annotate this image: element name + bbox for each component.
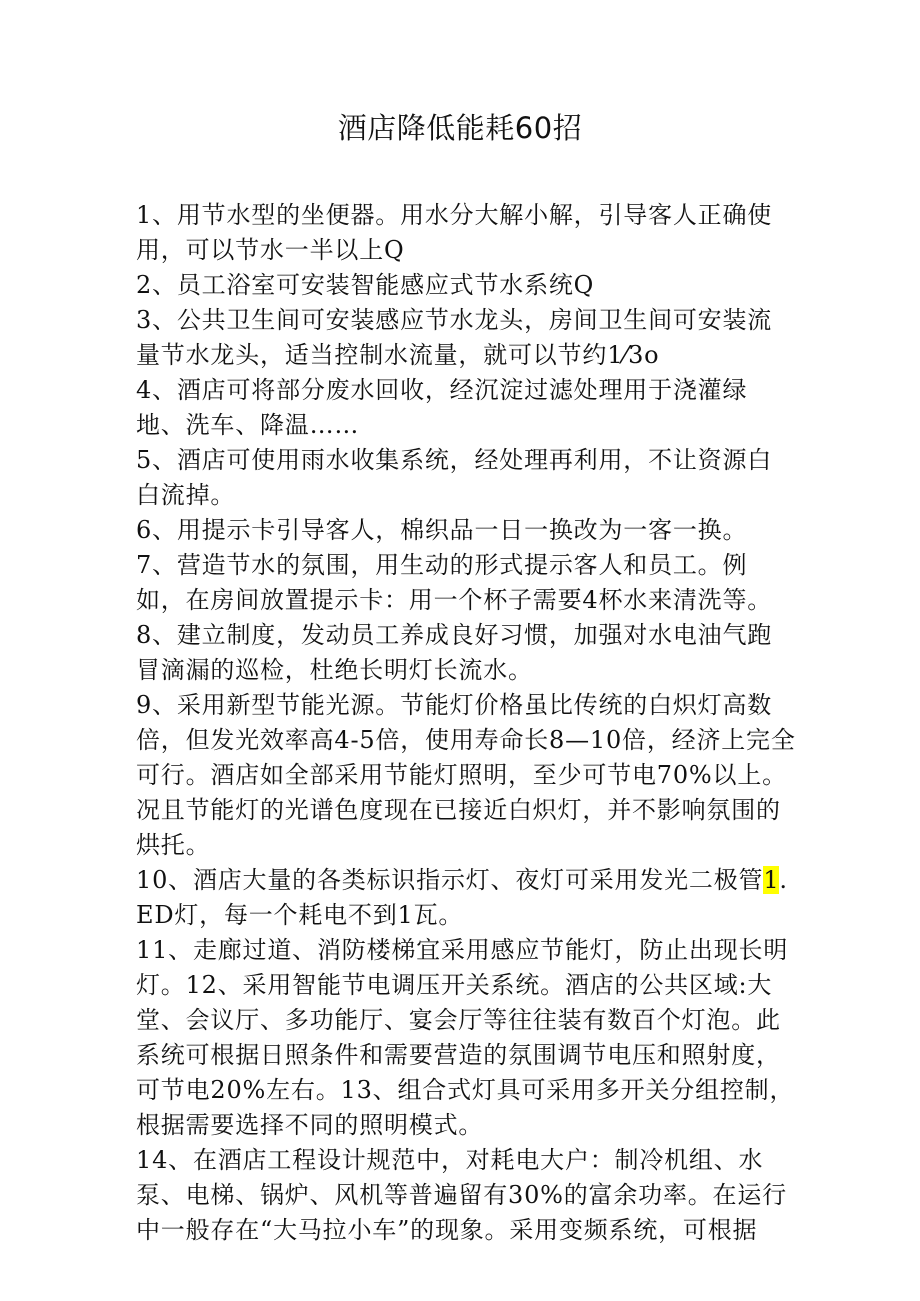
paragraph-14: 14、在酒店工程设计规范中，对耗电大户：制冷机组、水泵、电梯、锅炉、风机等普遍留有30%的富余功率。在运行中一般存在“大马拉小车”的现象。采用变频系统，可根据 <box>136 1146 787 1244</box>
paragraph-1: 1、用节水型的坐便器。用水分大解小解，引导客人正确使用，可以节水一半以上Q <box>136 201 773 264</box>
paragraph-10 <box>136 863 796 933</box>
paragraph-9: 9、采用新型节能光源。节能灯价格虽比传统的白炽灯高数倍，但发光效率高4-5倍，使用寿命长8—10倍，经济上完全可行。酒店如全部采用节能灯照明，至少可节电70%以上。况且节能灯的光谱色度现在已接近白炽灯，并不影响氛围的烘托。 <box>136 691 796 859</box>
paragraph-8: 8、建立制度，发动员工养成良好习惯，加强对水电油气跑冒滴漏的巡检，杜绝长明灯长流水。 <box>136 621 773 684</box>
paragraph-10-text: 10、酒店大量的各类标识指示灯、夜灯可采用发光二极管 <box>136 866 764 894</box>
paragraph-3: 3、公共卫生间可安装感应节水龙头，房间卫生间可安装流量节水龙头，适当控制水流量，就可以节约1⁄3o <box>136 306 773 369</box>
paragraph-5: 5、酒店可使用雨水收集系统，经处理再利用，不让资源白白流掉。 <box>136 446 773 509</box>
document-title: 酒店降低能耗60招 <box>337 111 583 145</box>
document-body <box>136 198 796 1248</box>
paragraph-10-rest: .ED灯，每一个耗电不到1瓦。 <box>136 866 788 929</box>
paragraph-4: 4、酒店可将部分废水回收，经沉淀过滤处理用于浇灌绿地、洗车、降温…… <box>136 376 748 439</box>
paragraph-6: 6、用提示卡引导客人，棉织品一日一换改为一客一换。 <box>136 516 748 544</box>
paragraph-7: 7、营造节水的氛围，用生动的形式提示客人和员工。例如，在房间放置提示卡：用一个杯子需要4杯水来清洗等。 <box>136 551 773 614</box>
paragraph-2: 2、员工浴室可安装智能感应式节水系统Q <box>136 271 595 299</box>
highlighted-text: 1 <box>763 866 780 894</box>
paragraph-11: 11、走廊过道、消防楼梯宜采用感应节能灯，防止出现长明灯。12、采用智能节电调压开关系统。酒店的公共区域:大堂、会议厅、多功能厅、宴会厅等往往装有数百个灯泡。此系统可根据日照条件和需要营造的氛围调节电压和照射度，可节电20%左右。13、组合式灯具可采用多开关分组控制，根据需要选择不同的照明模式。 <box>136 936 795 1139</box>
